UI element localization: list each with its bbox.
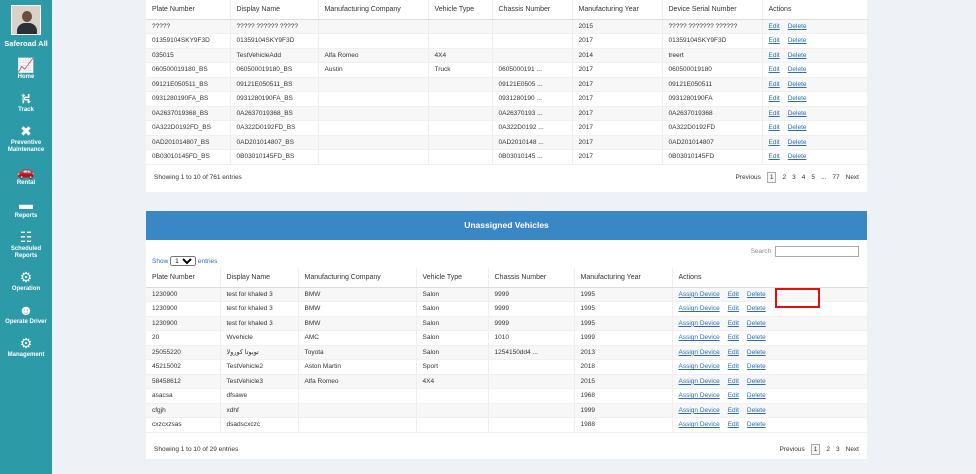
assigned-table-info: Showing 1 to 10 of 761 entries <box>154 174 242 181</box>
edit-link[interactable]: Edit <box>727 377 739 385</box>
table-cell: 060500019180 <box>662 63 762 78</box>
tools-icon: ✖ <box>20 123 32 139</box>
column-header[interactable]: Chassis Number <box>488 268 574 287</box>
edit-link[interactable]: Edit <box>727 305 739 313</box>
presentation-icon: ▬ <box>19 196 33 212</box>
assign-device-link[interactable]: Assign Device <box>678 421 720 429</box>
table-cell <box>298 418 416 433</box>
table-cell: dsadscxczc <box>220 418 298 433</box>
edit-link[interactable]: Edit <box>768 22 780 30</box>
table-cell: ????? ?????? ????? <box>230 19 318 34</box>
table-cell: Sport <box>416 360 488 375</box>
actions-cell <box>762 135 867 150</box>
delete-link[interactable]: Delete <box>787 80 807 88</box>
table-cell: 9999 <box>488 316 574 331</box>
pager-page[interactable]: 3 <box>836 446 840 453</box>
actions-cell <box>672 316 867 331</box>
edit-link[interactable]: Edit <box>727 392 739 400</box>
table-cell: 2017 <box>572 92 662 107</box>
pager-page[interactable]: 1 <box>811 444 821 455</box>
table-cell: 060500019180_BS <box>146 63 230 78</box>
unassigned-vehicles-table <box>146 268 868 433</box>
table-cell: 58458612 <box>146 374 220 389</box>
edit-link[interactable]: Edit <box>768 80 780 88</box>
actions-cell <box>672 302 867 317</box>
table-cell: 45215002 <box>146 360 220 375</box>
search-input[interactable] <box>775 246 859 257</box>
table-cell: 0931280190 ... <box>492 92 572 107</box>
nav-item-track[interactable] <box>0 89 52 114</box>
nav-item-reports[interactable] <box>0 195 52 220</box>
cogs-icon: ⚙ <box>19 335 33 351</box>
table-row <box>146 302 867 317</box>
table-cell: TestVehicle2 <box>220 360 298 375</box>
avatar[interactable] <box>11 5 41 35</box>
car-icon: 🚗 <box>17 163 35 179</box>
edit-link[interactable]: Edit <box>727 363 739 371</box>
actions-cell <box>672 374 867 389</box>
table-cell: cfgjh <box>146 403 220 418</box>
table-row <box>146 34 867 49</box>
column-header[interactable]: Manufacturing Company <box>298 268 416 287</box>
actions-cell <box>762 150 867 165</box>
table-cell <box>488 418 574 433</box>
table-row <box>146 92 867 107</box>
delete-link[interactable]: Delete <box>746 319 766 327</box>
table-row <box>146 331 867 346</box>
table-cell: asacsa <box>146 389 220 404</box>
table-cell: 0B03010145FD_BS <box>146 150 230 165</box>
actions-cell <box>762 34 867 49</box>
table-cell: 1999 <box>574 403 672 418</box>
delete-link[interactable]: Delete <box>787 109 807 117</box>
actions-cell <box>762 77 867 92</box>
table-cell: 2017 <box>572 63 662 78</box>
table-cell: Aston Martin <box>298 360 416 375</box>
table-cell <box>318 19 428 34</box>
highlight-box <box>775 288 820 308</box>
pager-previous[interactable]: Previous <box>779 446 805 453</box>
table-cell: Truck <box>428 63 492 78</box>
table-cell: Salon <box>416 302 488 317</box>
edit-link[interactable]: Edit <box>727 406 739 414</box>
user-name: Saferoad All <box>4 39 48 48</box>
table-row <box>146 106 867 121</box>
table-cell: 0931280190FA_BS <box>146 92 230 107</box>
delete-link[interactable]: Delete <box>746 392 766 400</box>
nav-item-operate-driver[interactable] <box>0 301 52 326</box>
column-header[interactable]: Device Serial Number <box>662 0 762 19</box>
search-label: Search <box>750 248 772 256</box>
actions-cell <box>762 106 867 121</box>
table-row <box>146 316 867 331</box>
sidebar <box>0 0 52 474</box>
nav-item-preventive-maintenance[interactable] <box>0 122 52 154</box>
table-cell: Alfa Romeo <box>298 374 416 389</box>
assign-device-link[interactable]: Assign Device <box>678 348 720 356</box>
table-row <box>146 287 867 302</box>
nav-label: Home <box>17 74 35 80</box>
table-row <box>146 389 867 404</box>
table-cell: 2017 <box>572 106 662 121</box>
actions-cell <box>762 48 867 63</box>
column-header[interactable]: Plate Number <box>146 268 220 287</box>
table-cell: 0AD201014807_BS <box>146 135 230 150</box>
table-cell: Toyota <box>298 345 416 360</box>
edit-link[interactable]: Edit <box>768 66 780 74</box>
table-cell: 0A2637019368 <box>662 106 762 121</box>
table-row <box>146 403 867 418</box>
table-cell: 09121E050511_BS <box>146 77 230 92</box>
table-cell: 0A322D0192 ... <box>492 121 572 136</box>
table-cell: Austin <box>318 63 428 78</box>
table-row <box>146 48 867 63</box>
pager-previous[interactable]: Previous <box>735 174 761 181</box>
table-cell <box>416 389 488 404</box>
delete-link[interactable]: Delete <box>787 66 807 74</box>
column-header[interactable]: Display Name <box>220 268 298 287</box>
table-cell <box>492 19 572 34</box>
table-cell: 09121E0505 ... <box>492 77 572 92</box>
table-cell: 0AD201014807_BS <box>230 135 318 150</box>
delete-link[interactable]: Delete <box>787 138 807 146</box>
table-cell <box>488 374 574 389</box>
table-row <box>146 63 867 78</box>
table-cell <box>298 403 416 418</box>
delete-link[interactable]: Delete <box>787 95 807 103</box>
table-cell: Wvehicle <box>220 331 298 346</box>
actions-cell <box>672 389 867 404</box>
column-header[interactable]: Actions <box>672 268 867 287</box>
actions-cell <box>762 121 867 136</box>
table-cell <box>428 106 492 121</box>
actions-cell <box>672 287 867 302</box>
table-cell: 0A2637019368_BS <box>146 106 230 121</box>
actions-cell <box>762 19 867 34</box>
column-header[interactable]: Manufacturing Year <box>572 0 662 19</box>
nav-item-home[interactable] <box>0 56 52 81</box>
pager-page[interactable]: 2 <box>782 174 787 181</box>
nav-label: Operate Driver <box>5 319 47 325</box>
actions-cell <box>762 63 867 78</box>
chart-icon: 📈 <box>17 57 35 73</box>
table-cell: 2017 <box>572 121 662 136</box>
unassigned-vehicles-card <box>146 211 867 459</box>
edit-link[interactable]: Edit <box>727 290 739 298</box>
table-cell: 0AD2010148 ... <box>492 135 572 150</box>
table-cell: Salon <box>416 287 488 302</box>
actions-cell <box>672 360 867 375</box>
table-cell: 1995 <box>574 316 672 331</box>
nav-label: Rental <box>16 180 36 186</box>
nav-label: Scheduled Reports <box>10 246 42 259</box>
table-cell: dfsawe <box>220 389 298 404</box>
assign-device-link[interactable]: Assign Device <box>678 319 720 327</box>
nav-item-rental[interactable] <box>0 162 52 187</box>
table-cell <box>428 92 492 107</box>
table-cell <box>488 360 574 375</box>
table-cell <box>492 34 572 49</box>
table-cell <box>416 403 488 418</box>
table-cell: 0A322D0192FD_BS <box>146 121 230 136</box>
delete-link[interactable]: Delete <box>746 348 766 356</box>
pager-page[interactable]: 5 <box>811 174 815 181</box>
table-cell: 1968 <box>574 389 672 404</box>
pager-page[interactable]: 3 <box>792 174 796 181</box>
table-cell: 0931280190FA <box>662 92 762 107</box>
table-cell <box>318 106 428 121</box>
table-row <box>146 374 867 389</box>
table-cell <box>318 77 428 92</box>
table-cell: test for khaled 3 <box>220 287 298 302</box>
edit-link[interactable]: Edit <box>768 95 780 103</box>
table-cell: 0B03010145FD <box>662 150 762 165</box>
table-cell <box>488 403 574 418</box>
table-cell: 0A26370193 ... <box>492 106 572 121</box>
table-row <box>146 150 867 165</box>
edit-link[interactable]: Edit <box>768 138 780 146</box>
table-cell: 4X4 <box>428 48 492 63</box>
show-label: Show <box>152 258 169 265</box>
delete-link[interactable]: Delete <box>787 37 807 45</box>
table-cell: 2013 <box>574 345 672 360</box>
table-cell <box>428 150 492 165</box>
nav-item-management[interactable] <box>0 334 52 359</box>
pager-next[interactable]: Next <box>845 446 859 453</box>
table-cell: xdhf <box>220 403 298 418</box>
edit-link[interactable]: Edit <box>727 421 739 429</box>
pager-page[interactable]: 77 <box>832 174 840 181</box>
table-cell: 2018 <box>574 360 672 375</box>
nav-label: Reports <box>14 213 38 219</box>
assign-device-link[interactable]: Assign Device <box>678 334 720 342</box>
table-cell: Salon <box>416 331 488 346</box>
table-cell <box>318 150 428 165</box>
delete-link[interactable]: Delete <box>746 363 766 371</box>
table-row <box>146 121 867 136</box>
driver-icon: ☻ <box>18 302 34 318</box>
table-cell: تويوتا كورولا <box>220 345 298 360</box>
table-cell: 0AD201014807 <box>662 135 762 150</box>
table-cell <box>492 48 572 63</box>
pager-page[interactable]: 2 <box>826 446 830 453</box>
edit-link[interactable]: Edit <box>768 37 780 45</box>
table-cell: 2015 <box>574 374 672 389</box>
pager-page[interactable]: 1 <box>767 172 777 183</box>
table-cell: 2017 <box>572 150 662 165</box>
table-row <box>146 135 867 150</box>
table-row <box>146 77 867 92</box>
pager-page[interactable]: ... <box>820 174 827 181</box>
table-cell: Salon <box>416 345 488 360</box>
actions-cell <box>762 92 867 107</box>
table-row <box>146 360 867 375</box>
table-cell: 0605000191 ... <box>492 63 572 78</box>
table-cell: 060500019180_BS <box>230 63 318 78</box>
table-cell: 9999 <box>488 302 574 317</box>
table-cell: 1995 <box>574 287 672 302</box>
table-row <box>146 418 867 433</box>
page-length-select[interactable] <box>170 256 196 266</box>
nav-item-operation[interactable] <box>0 268 52 293</box>
table-cell: 2014 <box>572 48 662 63</box>
table-cell <box>318 92 428 107</box>
table-cell: 01359104SKY9F3D <box>662 34 762 49</box>
edit-link[interactable]: Edit <box>768 51 780 59</box>
delete-link[interactable]: Delete <box>746 334 766 342</box>
edit-link[interactable]: Edit <box>768 109 780 117</box>
assigned-vehicles-table <box>146 0 868 165</box>
assign-device-link[interactable]: Assign Device <box>678 377 720 385</box>
table-cell: BMW <box>298 302 416 317</box>
table-cell <box>428 135 492 150</box>
table-cell: 1230900 <box>146 287 220 302</box>
route-icon: ⛕ <box>20 90 32 106</box>
delete-link[interactable]: Delete <box>787 22 807 30</box>
column-header[interactable]: Vehicle Type <box>416 268 488 287</box>
nav-label: Preventive Maintenance <box>7 140 45 153</box>
delete-link[interactable]: Delete <box>787 124 807 132</box>
actions-cell <box>672 403 867 418</box>
table-row <box>146 345 867 360</box>
table-row <box>146 19 867 34</box>
edit-link[interactable]: Edit <box>768 153 780 161</box>
edit-link[interactable]: Edit <box>727 334 739 342</box>
table-cell <box>416 418 488 433</box>
table-cell: BMW <box>298 316 416 331</box>
edit-link[interactable]: Edit <box>768 124 780 132</box>
table-cell: 01359104SKY9F3D <box>230 34 318 49</box>
table-cell: 035015 <box>146 48 230 63</box>
pager-page[interactable]: 4 <box>801 174 806 181</box>
assign-device-link[interactable]: Assign Device <box>678 406 720 414</box>
table-cell: 0931280190FA_BS <box>230 92 318 107</box>
table-cell: 20 <box>146 331 220 346</box>
table-cell: 2017 <box>572 77 662 92</box>
assigned-pagination <box>730 174 859 181</box>
assign-device-link[interactable]: Assign Device <box>678 290 720 298</box>
table-cell: 1999 <box>574 331 672 346</box>
assign-device-link[interactable]: Assign Device <box>678 305 720 313</box>
actions-cell <box>672 418 867 433</box>
table-cell <box>428 34 492 49</box>
table-cell: test for khaled 3 <box>220 302 298 317</box>
delete-link[interactable]: Delete <box>787 51 807 59</box>
table-cell: 0B03010145FD_BS <box>230 150 318 165</box>
actions-cell <box>672 331 867 346</box>
column-header[interactable]: Manufacturing Year <box>574 268 672 287</box>
nav-label: Operation <box>11 286 41 292</box>
table-cell: Salon <box>416 316 488 331</box>
nav-label: Track <box>18 107 34 113</box>
table-cell: 01359104SKY9F3D <box>146 34 230 49</box>
table-cell: 25055220 <box>146 345 220 360</box>
pager-next[interactable]: Next <box>845 174 859 181</box>
table-cell: 2017 <box>572 34 662 49</box>
table-cell: 0B03010145 ... <box>492 150 572 165</box>
table-cell: 0A2637019368_BS <box>230 106 318 121</box>
nav-label: Management <box>7 352 45 358</box>
delete-link[interactable]: Delete <box>787 153 807 161</box>
table-cell: 1988 <box>574 418 672 433</box>
delete-link[interactable]: Delete <box>746 406 766 414</box>
delete-link[interactable]: Delete <box>746 290 766 298</box>
table-cell: 09121E050511_BS <box>230 77 318 92</box>
delete-link[interactable]: Delete <box>746 377 766 385</box>
table-cell: cxzcxzsas <box>146 418 220 433</box>
nav-item-scheduled-reports[interactable] <box>0 228 52 260</box>
delete-link[interactable]: Delete <box>746 421 766 429</box>
table-cell: TestVehicleAdd <box>230 48 318 63</box>
table-cell: 2017 <box>572 135 662 150</box>
column-header[interactable]: Plate Number <box>146 0 230 19</box>
table-cell <box>428 77 492 92</box>
unassigned-vehicles-title: Unassigned Vehicles <box>146 211 867 240</box>
column-header[interactable]: Chassis Number <box>492 0 572 19</box>
table-cell: 1230900 <box>146 302 220 317</box>
table-cell <box>318 135 428 150</box>
clipboard-icon: ☷ <box>19 229 33 245</box>
table-cell: 1254150dd4 ... <box>488 345 574 360</box>
column-header[interactable]: Actions <box>762 0 867 19</box>
table-cell: Alfa Romeo <box>318 48 428 63</box>
table-cell <box>298 389 416 404</box>
table-cell: 9999 <box>488 287 574 302</box>
table-cell: 0A322D0192FD_BS <box>230 121 318 136</box>
table-cell <box>318 34 428 49</box>
table-cell: 4X4 <box>416 374 488 389</box>
table-cell <box>428 121 492 136</box>
column-header[interactable]: Display Name <box>230 0 318 19</box>
table-cell: test for khaled 3 <box>220 316 298 331</box>
table-cell: ????? ??????? ?????? <box>662 19 762 34</box>
table-cell: BMW <box>298 287 416 302</box>
column-header[interactable]: Manufacturing Company <box>318 0 428 19</box>
unassigned-pagination <box>773 446 859 453</box>
unassigned-table-info: Showing 1 to 10 of 29 entries <box>154 446 239 453</box>
table-cell: TestVehicle3 <box>220 374 298 389</box>
table-cell: ????? <box>146 19 230 34</box>
table-cell: 2015 <box>572 19 662 34</box>
table-cell: 09121E050511 <box>662 77 762 92</box>
entries-label: entries <box>197 258 218 265</box>
assign-device-link[interactable]: Assign Device <box>678 392 720 400</box>
table-cell: AMC <box>298 331 416 346</box>
edit-link[interactable]: Edit <box>727 348 739 356</box>
assigned-vehicles-card <box>146 0 867 192</box>
table-cell: 1995 <box>574 302 672 317</box>
assign-device-link[interactable]: Assign Device <box>678 363 720 371</box>
table-cell: 0A322D0192FD <box>662 121 762 136</box>
column-header[interactable]: Vehicle Type <box>428 0 492 19</box>
table-cell: 1010 <box>488 331 574 346</box>
actions-cell <box>672 345 867 360</box>
gears-icon: ⚙ <box>19 269 33 285</box>
table-cell <box>318 121 428 136</box>
table-cell: 1230900 <box>146 316 220 331</box>
table-cell <box>488 389 574 404</box>
edit-link[interactable]: Edit <box>727 319 739 327</box>
table-cell <box>428 19 492 34</box>
table-cell: treert <box>662 48 762 63</box>
delete-link[interactable]: Delete <box>746 305 766 313</box>
